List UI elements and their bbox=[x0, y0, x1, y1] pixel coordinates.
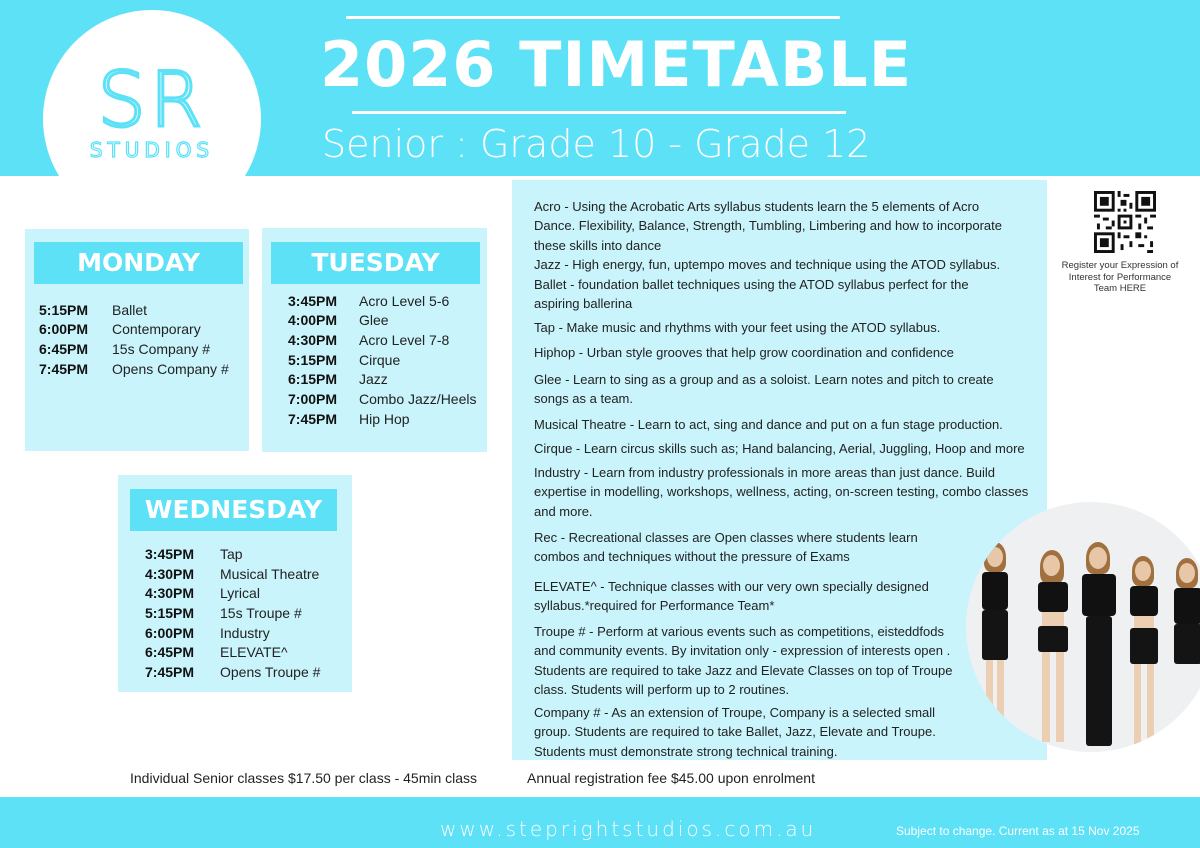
class-row bbox=[39, 340, 210, 360]
monday-card bbox=[25, 229, 249, 451]
class-row bbox=[288, 370, 388, 390]
class-name: Glee bbox=[359, 312, 389, 328]
website-link[interactable]: www.steprightstudios.com.au bbox=[440, 817, 817, 841]
qr-caption-line: Interest for Performance bbox=[1068, 271, 1172, 283]
desc-line: and more. bbox=[534, 503, 593, 519]
class-name: Opens Troupe # bbox=[220, 664, 321, 680]
class-name: Hip Hop bbox=[359, 411, 410, 427]
desc-line: Industry - Learn from industry professionals in more areas than just dance. Build bbox=[534, 465, 996, 480]
class-name: Acro Level 5-6 bbox=[359, 293, 450, 309]
logo-mark: SR bbox=[97, 55, 207, 144]
qr-caption-line: Register your Expression of bbox=[1061, 260, 1179, 271]
logo-wordmark: STUDIOS bbox=[89, 138, 215, 162]
class-row bbox=[39, 360, 229, 380]
qr-code-icon[interactable] bbox=[1094, 191, 1156, 253]
class-row bbox=[145, 604, 302, 624]
class-name: Tap bbox=[220, 546, 243, 562]
desc-line: Students are required to take Jazz and Elevate Classes on top of Troupe bbox=[534, 662, 953, 678]
title-rule-top bbox=[346, 16, 840, 19]
desc-line: songs as a team. bbox=[534, 391, 633, 407]
class-time: 4:30PM bbox=[288, 332, 338, 348]
desc-company bbox=[534, 703, 936, 761]
class-time: 5:15PM bbox=[288, 352, 338, 368]
class-name: Acro Level 7-8 bbox=[359, 332, 450, 348]
desc-line: and community events. By invitation only - expression of interests open . bbox=[534, 643, 951, 659]
class-time: 5:15PM bbox=[145, 605, 195, 621]
class-time: 7:45PM bbox=[288, 411, 338, 427]
class-name: Lyrical bbox=[220, 585, 260, 601]
tuesday-card bbox=[262, 228, 487, 452]
class-name: 15s Company # bbox=[112, 341, 211, 357]
desc-line: Glee - Learn to sing as a group and as a soloist. Learn notes and pitch to create bbox=[534, 372, 994, 387]
desc-line: Ballet - foundation ballet techniques using the ATOD syllabus perfect for the bbox=[534, 277, 969, 292]
class-name: ELEVATE^ bbox=[220, 644, 288, 660]
class-time: 5:15PM bbox=[39, 302, 89, 318]
wednesday-card bbox=[118, 475, 352, 692]
desc-line: Rec - Recreational classes are Open classes where students learn bbox=[534, 530, 918, 545]
desc-line: Acro - Using the Acrobatic Arts syllabus students learn the 5 elements of Acro bbox=[534, 199, 980, 214]
page-title: 2026 TIMETABLE bbox=[320, 28, 913, 101]
class-time: 3:45PM bbox=[288, 293, 338, 309]
desc-line: Musical Theatre - Learn to act, sing and dance and put on a fun stage production. bbox=[534, 417, 1003, 432]
dancers-photo bbox=[966, 502, 1200, 752]
qr-caption-line: Team HERE bbox=[1093, 283, 1147, 294]
desc-line: Hiphop - Urban style grooves that help grow coordination and confidence bbox=[534, 345, 954, 360]
class-row bbox=[288, 390, 477, 410]
class-time: 6:45PM bbox=[145, 644, 195, 660]
desc-line: aspiring ballerina bbox=[534, 296, 633, 312]
desc-jazz bbox=[534, 255, 1000, 274]
class-time: 4:30PM bbox=[145, 566, 195, 582]
class-time: 6:15PM bbox=[288, 371, 338, 387]
desc-industry bbox=[534, 463, 1028, 521]
class-time: 4:00PM bbox=[288, 312, 338, 328]
tuesday-heading: TUESDAY bbox=[271, 242, 480, 284]
class-row bbox=[288, 311, 389, 331]
desc-tap bbox=[534, 318, 940, 337]
qr-caption bbox=[1057, 260, 1183, 295]
class-row bbox=[288, 351, 400, 371]
class-time: 7:45PM bbox=[145, 664, 195, 680]
desc-line: ELEVATE^ - Technique classes with our very own specially designed bbox=[534, 579, 929, 594]
desc-line: Jazz - High energy, fun, uptempo moves and technique using the ATOD syllabus. bbox=[534, 257, 1001, 272]
class-row bbox=[39, 301, 147, 321]
class-name: Contemporary bbox=[112, 321, 201, 337]
update-notice: Subject to change. Current as at 15 Nov 2025 bbox=[896, 824, 1140, 838]
class-name: Industry bbox=[220, 625, 270, 641]
class-time: 7:45PM bbox=[39, 361, 89, 377]
desc-cirque bbox=[534, 439, 1025, 458]
desc-hiphop bbox=[534, 343, 954, 362]
class-row bbox=[145, 663, 320, 683]
desc-line: expertise in modelling, workshops, wellness, acting, on-screen testing, combo classes bbox=[534, 484, 1029, 500]
class-row bbox=[145, 584, 260, 604]
class-row bbox=[145, 545, 243, 565]
desc-ballet bbox=[534, 275, 969, 314]
class-row bbox=[288, 331, 449, 351]
desc-line: Dance. Flexibility, Balance, Strength, Tumbling, Limbering and how to incorporate bbox=[534, 218, 1003, 234]
class-row bbox=[145, 565, 319, 585]
desc-rec bbox=[534, 528, 918, 567]
class-name: Ballet bbox=[112, 302, 148, 318]
wednesday-heading: WEDNESDAY bbox=[130, 489, 337, 531]
desc-acro bbox=[534, 197, 1002, 255]
desc-line: group. Students are required to take Ballet, Jazz, Elevate and Troupe. bbox=[534, 724, 936, 740]
class-row bbox=[288, 410, 410, 430]
desc-line: Tap - Make music and rhythms with your feet using the ATOD syllabus. bbox=[534, 320, 941, 335]
desc-musical-theatre bbox=[534, 415, 1003, 434]
class-row bbox=[39, 320, 201, 340]
class-time: 4:30PM bbox=[145, 585, 195, 601]
monday-heading: MONDAY bbox=[34, 242, 243, 284]
desc-line: Troupe # - Perform at various events such as competitions, eisteddfods bbox=[534, 624, 944, 639]
desc-troupe bbox=[534, 622, 952, 699]
class-time: 6:45PM bbox=[39, 341, 89, 357]
class-row bbox=[145, 624, 270, 644]
class-name: Musical Theatre bbox=[220, 566, 320, 582]
class-name: Opens Company # bbox=[112, 361, 229, 377]
class-name: Cirque bbox=[359, 352, 401, 368]
class-name: Jazz bbox=[359, 371, 388, 387]
registration-fee-note: Annual registration fee $45.00 upon enrolment bbox=[527, 770, 815, 786]
desc-line: Company # - As an extension of Troupe, Company is a selected small bbox=[534, 705, 936, 720]
desc-line: these skills into dance bbox=[534, 237, 662, 253]
desc-line: class. Students will perform up to 2 routines. bbox=[534, 681, 790, 697]
desc-line: syllabus.*required for Performance Team* bbox=[534, 598, 775, 614]
class-name: 15s Troupe # bbox=[220, 605, 302, 621]
class-time: 6:00PM bbox=[145, 625, 195, 641]
desc-glee bbox=[534, 370, 994, 409]
page-subtitle: Senior : Grade 10 - Grade 12 bbox=[322, 122, 871, 166]
title-rule-bottom bbox=[352, 111, 846, 114]
class-time: 3:45PM bbox=[145, 546, 195, 562]
desc-line: Students must demonstrate strong technical training. bbox=[534, 743, 838, 759]
class-row bbox=[288, 292, 449, 312]
class-fee-note: Individual Senior classes $17.50 per class - 45min class bbox=[130, 770, 478, 786]
class-name: Combo Jazz/Heels bbox=[359, 391, 477, 407]
desc-line: Cirque - Learn circus skills such as; Hand balancing, Aerial, Juggling, Hoop and more bbox=[534, 441, 1025, 456]
logo bbox=[43, 10, 261, 228]
desc-elevate bbox=[534, 577, 929, 616]
desc-line: combos and techniques without the pressure of Exams bbox=[534, 549, 850, 565]
class-time: 6:00PM bbox=[39, 321, 89, 337]
class-row bbox=[145, 643, 288, 663]
class-time: 7:00PM bbox=[288, 391, 338, 407]
